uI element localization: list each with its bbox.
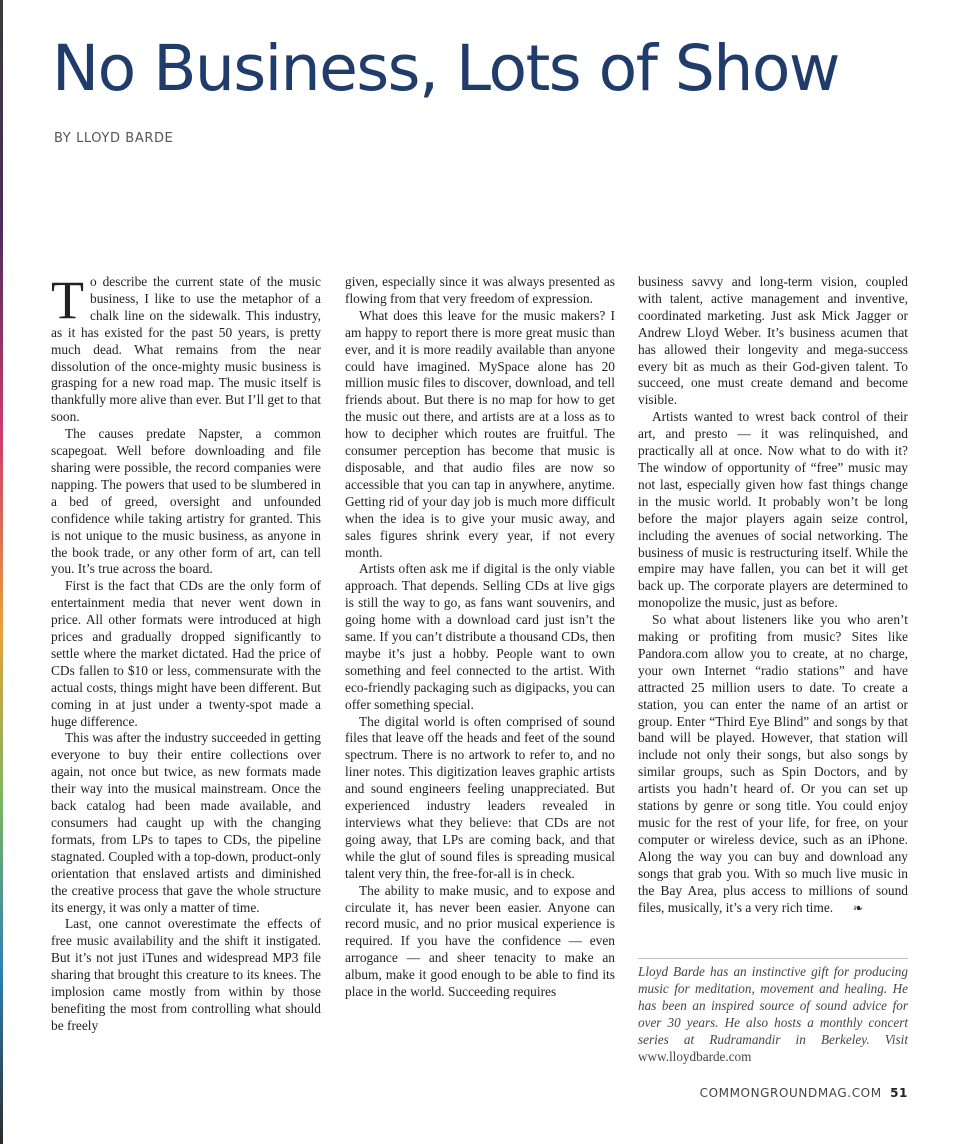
article-column-1 [51, 274, 321, 1094]
bio-divider [638, 958, 908, 959]
paragraph: given, especially since it was always presented as flowing from that very freedom of expression. [345, 274, 615, 306]
paragraph: Artists often ask me if digital is the only viable approach. That depends. Selling CDs at live gigs is still the way to go, as fans want souvenirs, and going home with a download card just isn’t the same. If you can’t distribute a thousand CDs, then maybe it’s just a hobby. People want to own something and feel connected to the artist. With eco-friendly packaging such as digipacks, you can offer something special. [345, 561, 615, 712]
paragraph: business savvy and long-term vision, coupled with talent, active management and inventive, coordinated marketing. Just ask Mick Jagger or Andrew Lloyd Weber. It’s business acumen that has allowed their longevity and mega-success every bit as much as their God-given talent. To succeed, one must create demand and become visible. [638, 274, 908, 408]
author-website-link[interactable]: www.lloydbarde.com [638, 1049, 752, 1064]
paragraph: First is the fact that CDs are the only form of entertainment media that never went down in price. All other formats were introduced at high prices and gradually dropped significantly to settle where the market dictated. Had the price of CDs fallen to $10 or less, commensurate with the actual costs, things might have been different. But coming in at just under a twenty-spot made a huge difference. [51, 578, 321, 729]
paragraph: The digital world is often comprised of sound files that leave off the heads and feet of the sound spectrum. There is no artwork to refer to, and no liner notes. This digitization leaves graphic artists and sound engineers feeling unappreciated. But experienced industry leaders revealed in interviews what they believe: that CDs are not going away, that LPs are coming back, and that while the glut of sound files is spreading musical talent very thin, the free-for-all is in check. [345, 713, 615, 881]
leaf-icon: ❧ [853, 900, 864, 915]
paragraph: What does this leave for the music makers? I am happy to report there is more great music than ever, and it is more readily available than anyone could have imagined. MySpace alone has 20 million music files to discover, download, and tell friends about. But there is no map for how to get the music out there, and artists are at a loss as to how to decipher which routes are fruitful. The consumer perception has become that music is disposable, and that audio files are now so accessible that you can tap in anywhere, anytime. Getting rid of your day job is much more difficult when the idea is to give your music away, and sales figures shrink every year, if not every month. [345, 307, 615, 560]
drop-cap: T [51, 274, 84, 330]
paragraph [638, 612, 908, 916]
paragraph: Artists wanted to wrest back control of their art, and presto — it was relinquished, and practically all at once. Now what to do with it? The window of opportunity of “free” music may not last, especially given how fast things change in the music world. It probably won’t be long before the major players again seize control, including the avenues of social networking. The business of music is restructuring itself. While the empire may have fallen, you can bet it will get back up. The corporate players are determined to monopolize the music, just as before. [638, 409, 908, 611]
paragraph: The ability to make music, and to expose and circulate it, has never been easier. Anyone can record music, and no prior musical experience is required. If you have the confidence — even arrogance — and sheer tenacity to make an album, make it good enough to be able to find its place in the world. Succeeding requires [345, 882, 615, 1000]
page-number: 51 [890, 1086, 908, 1100]
article-byline: BY LLOYD BARDE [54, 131, 174, 146]
author-bio [638, 963, 908, 1065]
paragraph: The causes predate Napster, a common scapegoat. Well before downloading and file sharing were possible, the record companies were napping. The powers that used to be slumbered in a bed of greed, oversight and unfounded confidence while taking artistry for granted. This is not unique to the music business, as anyone in the book trade, or any other form of art, can tell you. It’s true across the board. [51, 426, 321, 577]
paragraph-text: So what about listeners like you who aren’t making or profiting from music? Sites like Pandora.com allow you to create, at no charge, your own Internet “radio stations” and have attracted 25 million users to date. To create a station, you can enter the name of an artist or group. Enter “Third Eye Blind” and songs by that band will be played. However, that station will include not only their songs, but also songs by similar groups, such as Spin Doctors, and by artists you hadn’t heard of. Or you can set up stations by genre or song title. You could enjoy music for the rest of your life, for free, on your computer or wireless device, such as an iPhone. Along the way you can buy and download any songs that grab you. With so much live music in the Bay Area, plus access to millions of sound files, musically, it’s a very rich time. [638, 612, 908, 915]
paragraph: This was after the industry succeeded in getting everyone to buy their entire collections over again, not once but twice, as new formats made their way into the musical mainstream. Once the back catalog had been made available, and consumers had caught up with the changing formats, from LPs to tapes to CDs, the pipeline stagnated. Coupled with a top-down, product-only orientation that enslaved artists and diminished the creative process that gave the whole structure its energy, it was only a matter of time. [51, 730, 321, 915]
page-footer [700, 1086, 908, 1100]
article-title: No Business, Lots of Show [52, 32, 839, 105]
article-column-2 [345, 274, 615, 1094]
page-edge-color-strip [0, 0, 3, 1144]
paragraph [51, 274, 321, 426]
footer-site: COMMONGROUNDMAG.COM [699, 1086, 882, 1100]
paragraph-text: o describe the current state of the music business, I like to use the metaphor of a chalk line on the sidewalk. This industry, as it has existed for the past 50 years, is pretty much dead. What remains from the near dissolution of the once-mighty music business is grasping for a new road map. The music itself is thankfully more alive than ever. But I’ll get to that soon. [51, 274, 321, 425]
paragraph: Last, one cannot overestimate the effects of free music availability and the shift it instigated. But it’s not just iTunes and widespread MP3 file sharing that brought this creature to its knees. The implosion came mostly from within by those benefiting the most from controlling what should be freely [51, 916, 321, 1033]
author-bio-text: Lloyd Barde has an instinctive gift for producing music for meditation, movement and healing. He has been an inspired source of sound advice for over 30 years. He also hosts a monthly concert series at Rudramandir in Berkeley. Visit [638, 964, 908, 1047]
